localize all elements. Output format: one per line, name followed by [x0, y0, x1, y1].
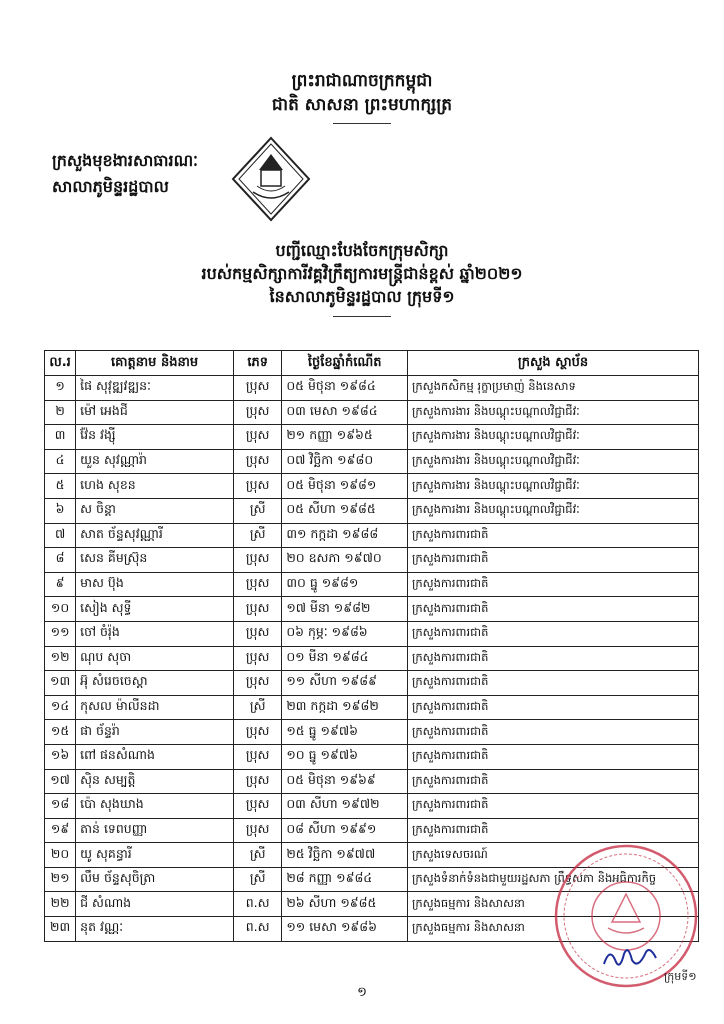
cell-name: សេន គីមស្រ៊ុន	[76, 548, 234, 573]
cell-birthdate: ០៦ កុម្ភៈ ១៩៨៦	[282, 621, 408, 646]
cell-institution: ក្រសួងការពារជាតិ	[407, 769, 698, 794]
document-title: បញ្ជីឈ្មោះបែងចែកក្រុមសិក្សា	[275, 241, 449, 260]
column-header-name: គោត្តនាម និងនាម	[76, 351, 234, 376]
cell-institution: ក្រសួងការពារជាតិ	[407, 646, 698, 671]
cell-number: ៩	[45, 572, 76, 597]
cell-birthdate: ០៨ សីហា ១៩៩១	[282, 818, 408, 843]
cell-institution: ក្រសួងការងារ និងបណ្តុះបណ្តាលវិជ្ជាជីវៈ	[407, 400, 698, 425]
cell-name: វ៉ែន វង្ស៊ី	[76, 425, 234, 450]
cell-institution: ក្រសួងការងារ និងបណ្តុះបណ្តាលវិជ្ជាជីវៈ	[407, 498, 698, 523]
cell-sex: ប្រុស	[234, 376, 282, 401]
cell-birthdate: ០៣ សីហា ១៩៧២	[282, 794, 408, 819]
cell-number: ៥	[45, 474, 76, 499]
cell-sex: ប្រុស	[234, 425, 282, 450]
cell-name: ផៃ សុវុឌ្ឍវឌ្ឍនៈ	[76, 376, 234, 401]
table-row	[45, 572, 699, 597]
kingdom-heading: ព្រះរាជាណាចក្រកម្ពុជា	[291, 71, 433, 91]
cell-number: ៦	[45, 498, 76, 523]
cell-sex: ប្រុស	[234, 572, 282, 597]
title-divider	[333, 316, 391, 317]
cell-name: ផា ច័ន្ទរ៉ា	[76, 720, 234, 745]
cell-number: ១៨	[45, 794, 76, 819]
cell-sex: ស្រី	[234, 498, 282, 523]
table-row	[45, 597, 699, 622]
cell-birthdate: ០១ មីនា ១៩៨៤	[282, 646, 408, 671]
column-header-sex: ភេទ	[234, 351, 282, 376]
cell-number: ១៦	[45, 744, 76, 769]
cell-number: ១៣	[45, 671, 76, 696]
cell-birthdate: ១១ មេសា ១៩៨៦	[282, 917, 408, 942]
cell-sex: ប្រុស	[234, 621, 282, 646]
school-seal-icon	[231, 136, 311, 222]
cell-name: អ៊ុ សំរេចចេស្តា	[76, 671, 234, 696]
cell-name: កុសល ម៉ាលីនដា	[76, 695, 234, 720]
table-row	[45, 695, 699, 720]
cell-birthdate: ៣១ កក្កដា ១៩៨៨	[282, 523, 408, 548]
document-group-line: នៃសាលាភូមិន្ទរដ្ឋបាល ក្រុមទី១	[269, 287, 455, 306]
cell-birthdate: ២៨ កញ្ញា ១៩៨៤	[282, 867, 408, 892]
cell-birthdate: ០៥ មិថុនា ១៩៦៩	[282, 769, 408, 794]
document-subtitle: របស់កម្មសិក្សាការីវគ្គវិក្រឹត្យការមន្ត្រីជាន់ខ្ពស់ ឆ្នាំ២០២១	[201, 264, 523, 283]
cell-sex: ប្រុស	[234, 671, 282, 696]
cell-institution: ក្រសួងការងារ និងបណ្តុះបណ្តាលវិជ្ជាជីវៈ	[407, 474, 698, 499]
table-row	[45, 498, 699, 523]
cell-institution: ក្រសួងទេសចរណ៍	[407, 843, 698, 868]
cell-number: ១២	[45, 646, 76, 671]
column-header-birthdate: ថ្ងៃខែឆ្នាំកំណើត	[282, 351, 408, 376]
cell-birthdate: ០៧ វិច្ឆិកា ១៩៨០	[282, 449, 408, 474]
column-header-institution: ក្រសួង ស្ថាប័ន	[407, 351, 698, 376]
cell-name: យួន សុវណ្ណារ៉ា	[76, 449, 234, 474]
cell-birthdate: ២១ កញ្ញា ១៩៦៥	[282, 425, 408, 450]
cell-sex: ប្រុស	[234, 449, 282, 474]
cell-institution: ក្រសួងការពារជាតិ	[407, 720, 698, 745]
cell-birthdate: ១៧ មីនា ១៩៨២	[282, 597, 408, 622]
cell-number: ១៩	[45, 818, 76, 843]
cell-name: ជី សំណាង	[76, 892, 234, 917]
cell-institution: ក្រសួងការពារជាតិ	[407, 572, 698, 597]
cell-number: ២០	[45, 843, 76, 868]
table-row	[45, 621, 699, 646]
table-row	[45, 425, 699, 450]
table-header-row	[45, 351, 699, 376]
cell-name: ស៊ិន សម្បត្តិ	[76, 769, 234, 794]
cell-birthdate: ០៥ មិថុនា ១៩៨៤	[282, 376, 408, 401]
table-row	[45, 646, 699, 671]
table-row	[45, 744, 699, 769]
cell-name: លឹម ច័ន្ទសុចិត្រា	[76, 867, 234, 892]
cell-birthdate: ២៦ សីហា ១៩៨៥	[282, 892, 408, 917]
cell-name: ណុប សុចា	[76, 646, 234, 671]
cell-name: ហេង សុខន	[76, 474, 234, 499]
cell-sex: ស្រី	[234, 843, 282, 868]
cell-number: ៨	[45, 548, 76, 573]
national-motto: ជាតិ សាសនា ព្រះមហាក្សត្រ	[271, 95, 453, 115]
cell-sex: ស្រី	[234, 695, 282, 720]
cell-institution: ក្រសួងធម្មការ និងសាសនា	[407, 917, 698, 942]
cell-number: ២២	[45, 892, 76, 917]
cell-sex: ព.ស	[234, 917, 282, 942]
cell-name: សៀង សុទ្ធី	[76, 597, 234, 622]
table-row	[45, 818, 699, 843]
cell-sex: ប្រុស	[234, 744, 282, 769]
column-header-number: ល.រ	[45, 351, 76, 376]
cell-birthdate: ០៥ សីហា ១៩៨៥	[282, 498, 408, 523]
cell-number: ២១	[45, 867, 76, 892]
cell-sex: ប្រុស	[234, 794, 282, 819]
cell-number: ១៧	[45, 769, 76, 794]
cell-number: ៣	[45, 425, 76, 450]
cell-institution: ក្រសួងការពារជាតិ	[407, 621, 698, 646]
cell-birthdate: ១០ ធ្នូ ១៩៧៦	[282, 744, 408, 769]
table-row	[45, 474, 699, 499]
cell-number: ២	[45, 400, 76, 425]
cell-institution: ក្រសួងការពារជាតិ	[407, 818, 698, 843]
cell-institution: ក្រសួងការពារជាតិ	[407, 597, 698, 622]
cell-number: ១៤	[45, 695, 76, 720]
cell-institution: ក្រសួងការពារជាតិ	[407, 523, 698, 548]
cell-sex: ព.ស	[234, 892, 282, 917]
table-row	[45, 769, 699, 794]
table-row	[45, 671, 699, 696]
ministry-name: ក្រសួងមុខងារសាធារណៈ	[52, 151, 198, 170]
table-row	[45, 449, 699, 474]
table-row	[45, 548, 699, 573]
table-row	[45, 376, 699, 401]
cell-sex: ស្រី	[234, 867, 282, 892]
cell-birthdate: ២០ ឧសភា ១៩៧០	[282, 548, 408, 573]
cell-number: ១០	[45, 597, 76, 622]
cell-number: ៧	[45, 523, 76, 548]
cell-name: សាត ច័ន្ទសុវណ្ណារី	[76, 523, 234, 548]
cell-sex: ប្រុស	[234, 474, 282, 499]
cell-name: យូ សុគន្ធារី	[76, 843, 234, 868]
cell-name: ម៉ៅ អេងជី	[76, 400, 234, 425]
page-number: ១	[357, 985, 367, 1000]
cell-sex: ប្រុស	[234, 720, 282, 745]
cell-number: ១១	[45, 621, 76, 646]
cell-institution: ក្រសួងការពារជាតិ	[407, 695, 698, 720]
school-name: សាលាភូមិន្ទរដ្ឋបាល	[52, 177, 169, 196]
cell-institution: ក្រសួងការងារ និងបណ្តុះបណ្តាលវិជ្ជាជីវៈ	[407, 449, 698, 474]
cell-institution: ក្រសួងការពារជាតិ	[407, 794, 698, 819]
signature-icon	[600, 940, 660, 974]
group-label: ក្រុមទី១	[664, 970, 697, 983]
cell-number: ១៥	[45, 720, 76, 745]
cell-name: ចៅ ចំរ៉ុង	[76, 621, 234, 646]
cell-birthdate: ២៥ វិច្ឆិកា ១៩៧៧	[282, 843, 408, 868]
cell-name: នុត វណ្ណៈ	[76, 917, 234, 942]
cell-birthdate: ៣០ ធ្នូ ១៩៨១	[282, 572, 408, 597]
cell-sex: ប្រុស	[234, 597, 282, 622]
cell-birthdate: ១៥ ធ្នូ ១៩៧៦	[282, 720, 408, 745]
cell-institution: ក្រសួងធម្មការ និងសាសនា	[407, 892, 698, 917]
cell-number: ៤	[45, 449, 76, 474]
cell-institution: ក្រសួងការពារជាតិ	[407, 671, 698, 696]
cell-name: ពៅ ផនសំណាង	[76, 744, 234, 769]
table-row	[45, 794, 699, 819]
cell-sex: ប្រុស	[234, 400, 282, 425]
cell-birthdate: ១១ សីហា ១៩៨៩	[282, 671, 408, 696]
cell-birthdate: ០៥ មិថុនា ១៩៨១	[282, 474, 408, 499]
cell-sex: ស្រី	[234, 523, 282, 548]
cell-sex: ប្រុស	[234, 818, 282, 843]
cell-institution: ក្រសួងកសិកម្ម រុក្ខាប្រមាញ់ និងនេសាទ	[407, 376, 698, 401]
cell-sex: ប្រុស	[234, 769, 282, 794]
cell-institution: ក្រសួងការងារ និងបណ្តុះបណ្តាលវិជ្ជាជីវៈ	[407, 425, 698, 450]
cell-birthdate: ០៣ មេសា ១៩៨៤	[282, 400, 408, 425]
cell-number: ២៣	[45, 917, 76, 942]
cell-name: មាស ប៊ុង	[76, 572, 234, 597]
table-row	[45, 720, 699, 745]
cell-sex: ប្រុស	[234, 548, 282, 573]
cell-name: ប៉ោ សុងឃាង	[76, 794, 234, 819]
cell-sex: ប្រុស	[234, 646, 282, 671]
cell-number: ១	[45, 376, 76, 401]
cell-institution: ក្រសួងការពារជាតិ	[407, 548, 698, 573]
table-row	[45, 400, 699, 425]
cell-institution: ក្រសួងទំនាក់ទំនងជាមួយរដ្ឋសភា ព្រឹទ្ធសភា និងអធិការកិច្ច	[407, 867, 698, 892]
cell-name: ស ចិន្តា	[76, 498, 234, 523]
header-divider	[333, 123, 391, 124]
cell-birthdate: ២៣ កក្កដា ១៩៨២	[282, 695, 408, 720]
cell-institution: ក្រសួងការពារជាតិ	[407, 744, 698, 769]
table-row	[45, 523, 699, 548]
cell-name: តាន់ ទេពបញ្ញា	[76, 818, 234, 843]
